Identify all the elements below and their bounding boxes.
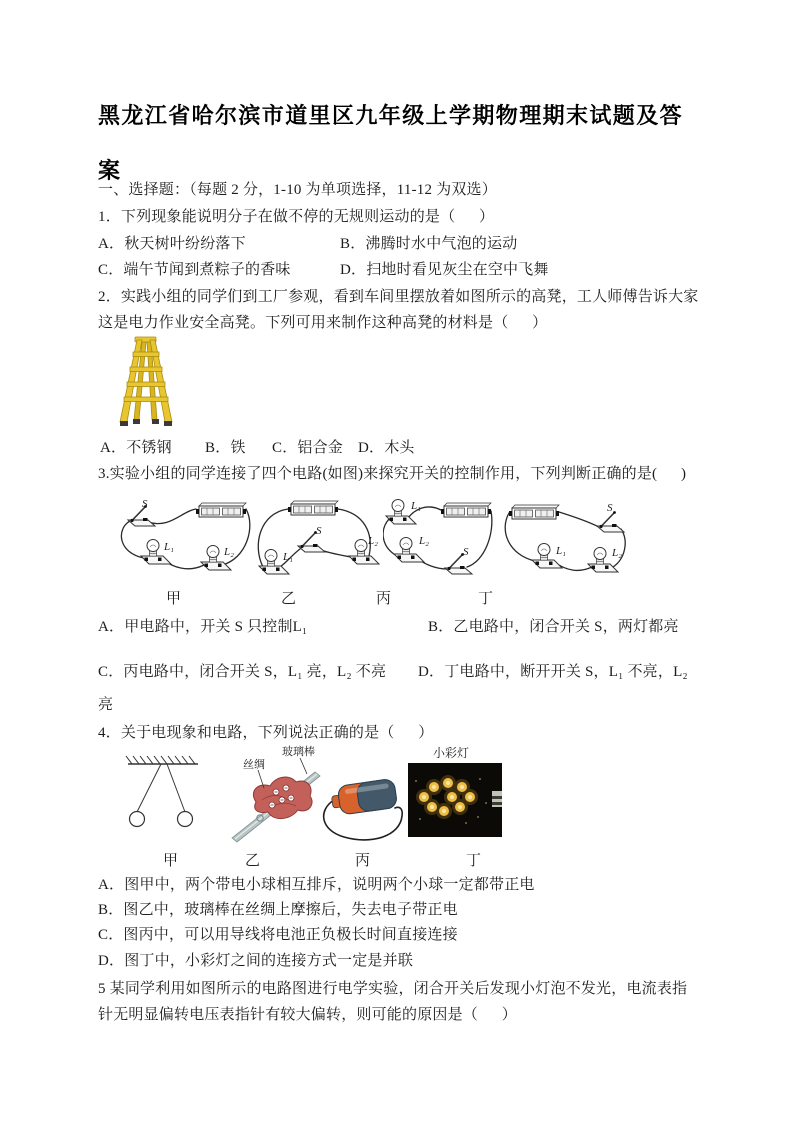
q4-stem: 4．关于电现象和电路，下列说法正确的是（ ） [98, 725, 434, 741]
battery-icon [509, 505, 559, 519]
q4-figure-label-jia: 甲 [163, 853, 179, 869]
battery-icon [288, 501, 338, 515]
q3-option-d: D．丁电路中，断开开关 S，L₁ 不亮，L₂ [418, 664, 688, 680]
q3-option-d-continuation: 亮 [98, 697, 114, 713]
circuit-figure-bing [383, 497, 495, 589]
lamp1-label: L₁ [164, 541, 174, 553]
switch-label: S [142, 498, 148, 510]
q3-stem: 3.实验小组的同学连接了四个电路(如图)来探究开关的控制作用，下列判断正确的是( ) [98, 466, 687, 482]
q3-figure-label-yi: 乙 [281, 591, 297, 607]
safety-stool-figure [118, 336, 174, 430]
q4-option-a: A．图甲中，两个带电小球相互排斥，说明两个小球一定都带正电 [98, 877, 535, 893]
battery-icon [196, 503, 246, 517]
switch-label: S [463, 546, 469, 558]
stool-foot [133, 419, 140, 424]
charged-ball [178, 812, 193, 827]
q1-stem: 1．下列现象能说明分子在做不停的无规则运动的是（ ） [98, 209, 495, 225]
q4-figure-label-bing: 丙 [355, 853, 371, 869]
q2-stem: 2．实践小组的同学们到工厂参观，看到车间里摆放着如图所示的高凳，工人师傅告诉大家这是电力作业安全高凳。下列可用来制作这种高凳的材料是（ ） [98, 289, 699, 331]
switch-label: S [607, 502, 613, 514]
silk-label: 丝绸 [243, 759, 265, 771]
q3-figure-label-ding: 丁 [478, 591, 494, 607]
q4-figure-label-yi: 乙 [245, 853, 261, 869]
switch-icon [597, 511, 624, 532]
q4-option-d: D．图丁中，小彩灯之间的连接方式一定是并联 [98, 953, 414, 969]
lamp2-label: L₂ [368, 535, 378, 547]
q5-stem: 5 某同学利用如图所示的电路图进行电学实验，闭合开关后发现小灯泡不发光，电流表指针无明显偏转电压表指针有较大偏转，则可能的原因是（ ） [98, 981, 688, 1023]
q2-option-c: C．铝合金 [272, 440, 344, 456]
q4-option-c: C．图丙中，可以用导线将电池正负极长时间直接连接 [98, 927, 458, 943]
section-heading: 一、选择题：（每题 2 分，1-10 为单项选择，11-12 为双选） [98, 182, 497, 198]
battery-icon [441, 503, 491, 517]
charged-ball [130, 812, 145, 827]
q1-option-d: D．扫地时看见灰尘在空中飞舞 [340, 262, 549, 278]
page-title: 黑龙江省哈尔滨市道里区九年级上学期物理期末试题及答案 [98, 103, 684, 183]
fairy-lights-photo [408, 763, 502, 837]
q3-figure-label-bing: 丙 [376, 591, 392, 607]
q2-option-d: D．木头 [358, 440, 415, 456]
q1-option-a: A．秋天树叶纷纷落下 [98, 236, 246, 252]
q2-option-a: A．不锈钢 [100, 440, 172, 456]
battery-wire-figure [316, 766, 408, 846]
q1-option-c: C．端午节闻到煮粽子的香味 [98, 262, 291, 278]
circuit-figure-ding [503, 497, 633, 589]
q4-option-b: B．图乙中，玻璃棒在丝绸上摩擦后，失去电子带正电 [98, 902, 458, 918]
q3-figure-label-jia: 甲 [166, 591, 182, 607]
stool-foot [152, 419, 159, 424]
fairy-lights-caption: 小彩灯 [433, 746, 470, 760]
circuit-figure-jia [112, 497, 252, 589]
string [167, 764, 185, 812]
lamp2-label: L₂ [419, 535, 429, 547]
stool-foot [120, 421, 128, 426]
string [137, 764, 161, 812]
glass-rod-label: 玻璃棒 [282, 746, 315, 758]
q2-option-b: B．铁 [205, 440, 246, 456]
lamp1-label: L₁ [411, 500, 421, 512]
lamp1-label: L₁ [283, 551, 293, 563]
dry-cell [330, 778, 397, 816]
circuit-figure-yi [252, 497, 387, 589]
q3-option-c: C．丙电路中，闭合开关 S，L₁ 亮，L₂ 不亮 [98, 664, 387, 680]
charged-balls-figure [122, 754, 202, 842]
lamp2-label: L₂ [612, 547, 622, 559]
lamp2-label: L₂ [224, 546, 234, 558]
q3-option-b: B．乙电路中，闭合开关 S，两灯都亮 [428, 619, 679, 635]
lamp1-label: L₁ [556, 545, 566, 557]
q4-figure-label-ding: 丁 [466, 853, 482, 869]
q3-option-a: A．甲电路中，开关 S 只控制L₁ [98, 619, 308, 635]
q1-option-b: B．沸腾时水中气泡的运动 [340, 236, 518, 252]
switch-label: S [316, 525, 322, 537]
stool-foot [164, 421, 172, 426]
